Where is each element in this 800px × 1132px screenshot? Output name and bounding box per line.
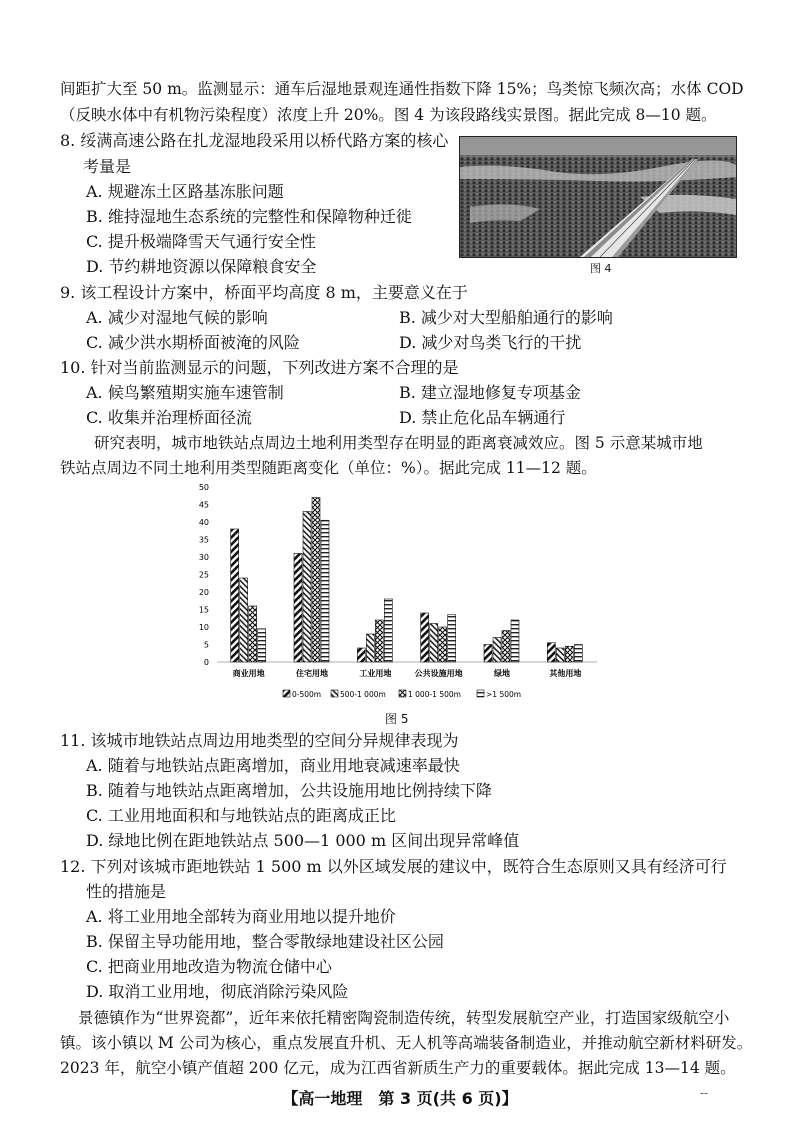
legend-swatch <box>399 690 406 697</box>
bar-2-3 <box>384 599 392 662</box>
q8-option-d: D. 节约耕地资源以保障粮食安全 <box>86 257 317 276</box>
q12-option-a: A. 将工业用地全部转为商业用地以提升地价 <box>86 907 396 926</box>
bar-0-0 <box>231 529 239 662</box>
y-tick-label: 50 <box>198 483 209 492</box>
bar-4-3 <box>511 620 519 662</box>
q8-option-b: B. 维持湿地生态系统的完整性和保障物种迁徙 <box>86 207 412 226</box>
bar-0-1 <box>240 578 248 662</box>
q9-option-b: B. 减少对大型船舶通行的影响 <box>399 308 613 327</box>
bar-1-0 <box>294 554 302 663</box>
legend-swatch <box>477 690 484 697</box>
footer-text: 【高一地理 第 3 页(共 6 页)】 <box>282 1089 518 1108</box>
q8-option-a: A. 规避冻土区路基冻胀问题 <box>86 182 284 201</box>
x-category-label: 工业用地 <box>359 669 392 678</box>
figure-4-caption: 图 4 <box>590 262 612 275</box>
y-tick-label: 35 <box>198 535 209 545</box>
q10-option-b: B. 建立湿地修复专项基金 <box>399 383 581 402</box>
bar-0-3 <box>258 629 266 662</box>
page-footer <box>0 1086 800 1109</box>
q10-option-d: D. 禁止危化品车辆通行 <box>399 408 566 427</box>
figure-4-photo <box>459 136 737 258</box>
q9-option-c: C. 减少洪水期桥面被淹的风险 <box>86 333 300 352</box>
bar-2-0 <box>357 648 365 662</box>
legend-label: 500-1 000m <box>340 690 386 699</box>
passage-2-line-2: 铁站点周边不同土地利用类型随距离变化（单位：%）。据此完成 11—12 题。 <box>60 459 597 477</box>
bar-2-1 <box>366 634 374 662</box>
q9-option-d: D. 减少对鸟类飞行的干扰 <box>399 333 582 352</box>
y-tick-label: 10 <box>198 623 209 632</box>
legend-swatch <box>331 690 338 697</box>
figure-5-caption: 图 5 <box>385 712 409 726</box>
legend-label: 1 000-1 500m <box>408 690 461 699</box>
x-category-label: 绿地 <box>494 669 510 678</box>
y-tick-label: 15 <box>198 605 209 615</box>
q11-stem: 11. 该城市地铁站点周边用地类型的空间分异规律表现为 <box>60 731 459 750</box>
y-tick-label: 30 <box>198 553 209 562</box>
y-tick-label: 5 <box>203 640 209 650</box>
legend-label: 0-500m <box>292 690 322 699</box>
q11-option-d: D. 绿地比例在距地铁站点 500—1 000 m 区间出现异常峰值 <box>86 831 520 850</box>
q12-option-d: D. 取消工业用地，彻底消除污染风险 <box>86 982 349 1001</box>
bar-3-1 <box>430 624 438 663</box>
x-category-label: 其他用地 <box>549 669 582 678</box>
y-tick-label: 20 <box>198 588 209 597</box>
figure-5-chart <box>195 480 615 705</box>
q11-option-a: A. 随着与地铁站点距离增加，商业用地衰减速率最快 <box>86 756 460 775</box>
q10-stem: 10. 针对当前监测显示的问题，下列改进方案不合理的是 <box>60 358 459 377</box>
bar-3-2 <box>439 627 447 662</box>
q12-option-b: B. 保留主导功能用地，整合零散绿地建设社区公园 <box>86 932 444 951</box>
bar-4-2 <box>502 631 510 663</box>
bar-3-0 <box>421 613 429 662</box>
bar-0-2 <box>249 606 257 662</box>
intro-line-1: 间距扩大至 50 m。监测显示：通车后湿地景观连通性指数下降 15%；鸟类惊飞频次高；水体 COD <box>60 80 744 98</box>
bar-1-2 <box>312 498 320 663</box>
passage-3-line-3: 2023 年，航空小镇产值超 200 亿元，成为江西省新质生产力的重要载体。据此完成 13—14 题。 <box>60 1059 736 1077</box>
q12-stem-1: 12. 下列对该城市距地铁站 1 500 m 以外区域发展的建议中，既符合生态原则又具有经济可行 <box>60 857 727 876</box>
x-category-label: 住宅用地 <box>296 669 328 678</box>
x-category-label: 公共设施用地 <box>414 669 463 678</box>
legend-label: >1 500m <box>486 690 522 699</box>
q12-option-c: C. 把商业用地改造为物流仓储中心 <box>86 957 332 976</box>
q9-option-a: A. 减少对湿地气候的影响 <box>86 308 268 327</box>
q10-option-a: A. 候鸟繁殖期实施车速管制 <box>86 383 284 402</box>
q8-option-c: C. 提升极端降雪天气通行安全性 <box>86 232 316 251</box>
passage-3-line-1: 景德镇作为“世界瓷都”，近年来依托精密陶瓷制造传统，转型发展航空产业，打造国家级航空小 <box>78 1009 730 1027</box>
passage-2-line-1: 研究表明，城市地铁站点周边土地利用类型存在明显的距离衰减效应。图 5 示意某城市地 <box>94 434 703 452</box>
x-category-label: 商业用地 <box>232 669 265 678</box>
q11-option-c: C. 工业用地面积和与地铁站点的距离成正比 <box>86 806 396 825</box>
y-tick-label: 25 <box>198 570 209 580</box>
footer-mark: -- <box>700 1086 709 1100</box>
q12-stem-2: 性的措施是 <box>86 882 167 901</box>
q9-stem: 9. 该工程设计方案中，桥面平均高度 8 m，主要意义在于 <box>60 283 468 302</box>
bar-5-1 <box>556 648 564 662</box>
intro-line-2: （反映水体中有机物污染程度）浓度上升 20%。图 4 为该段路线实景图。据此完成 8—10 题。 <box>60 106 717 124</box>
bar-5-3 <box>574 645 582 663</box>
bar-1-1 <box>303 512 311 663</box>
bar-3-3 <box>448 615 456 662</box>
q10-option-c: C. 收集并治理桥面径流 <box>86 408 252 427</box>
bar-5-0 <box>547 643 555 662</box>
bar-4-1 <box>493 638 501 663</box>
y-tick-label: 45 <box>198 500 209 510</box>
y-tick-label: 40 <box>198 518 209 527</box>
bar-1-3 <box>321 520 329 662</box>
y-tick-label: 0 <box>203 658 209 667</box>
q11-option-b: B. 随着与地铁站点距离增加，公共设施用地比例持续下降 <box>86 781 492 800</box>
legend-swatch <box>283 690 290 697</box>
q8-stem-2: 考量是 <box>83 157 132 176</box>
bar-4-0 <box>484 645 492 663</box>
q8-stem-1: 8. 绥满高速公路在扎龙湿地段采用以桥代路方案的核心 <box>60 131 449 150</box>
passage-3-line-2: 镇。该小镇以 M 公司为核心，重点发展直升机、无人机等高端装备制造业，并推动航空新材料研发。 <box>60 1034 753 1052</box>
bar-5-2 <box>565 646 573 662</box>
bar-2-2 <box>375 620 383 662</box>
